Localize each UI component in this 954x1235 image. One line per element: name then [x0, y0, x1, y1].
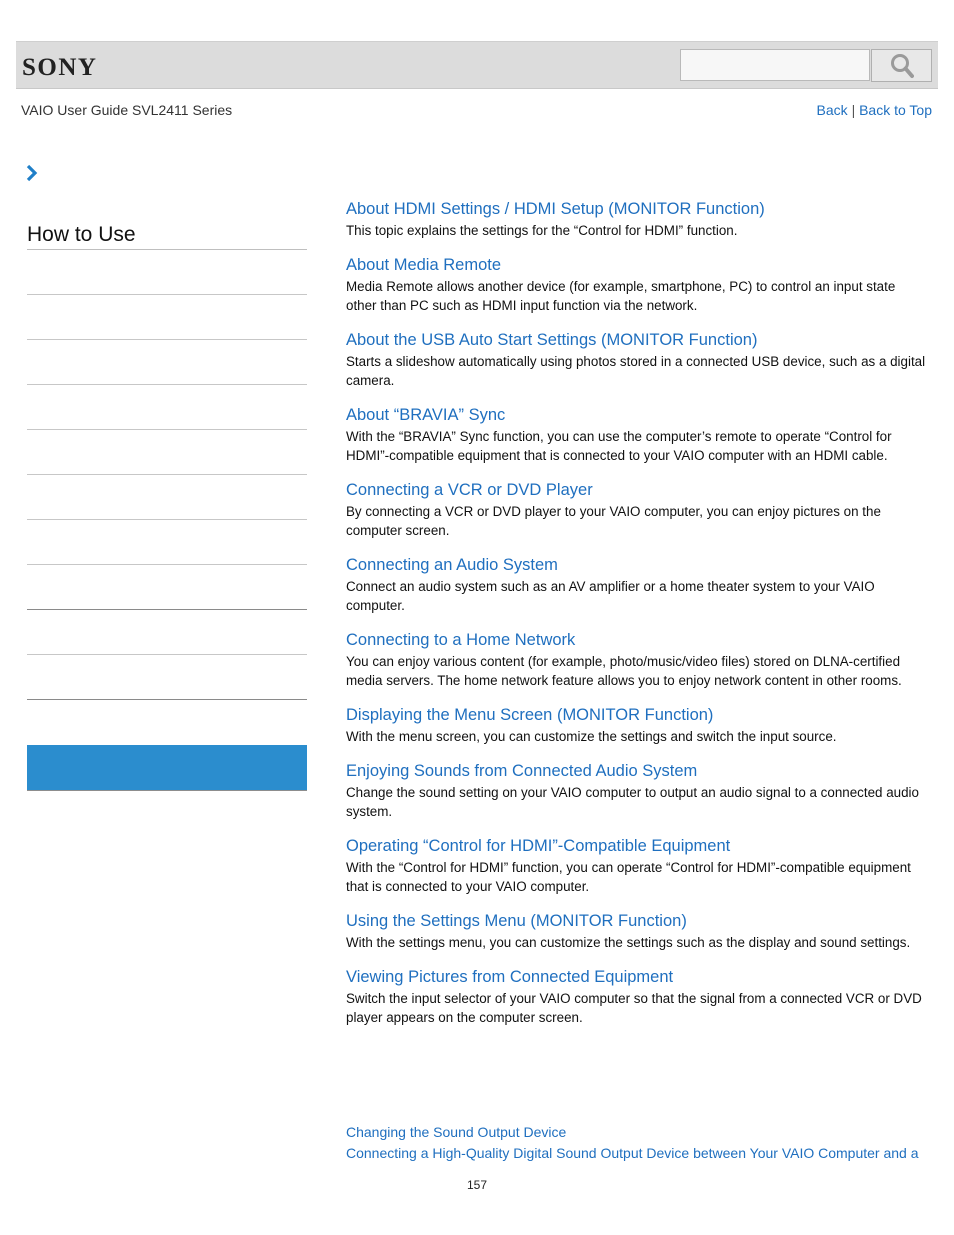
sidebar-item[interactable] — [27, 340, 307, 385]
back-to-top-link[interactable]: Back to Top — [859, 102, 932, 118]
topic — [346, 554, 928, 615]
sidebar-item[interactable] — [27, 295, 307, 340]
topic-description: Connect an audio system such as an AV amplifier or a home theater system to your VAIO computer. — [346, 579, 875, 613]
related-topics — [346, 1122, 946, 1164]
sidebar-item[interactable] — [27, 250, 307, 295]
nav-separator: | — [851, 102, 856, 118]
topic-link[interactable]: Using the Settings Menu (MONITOR Function) — [346, 912, 687, 930]
topic-description: Change the sound setting on your VAIO computer to output an audio signal to a connected audio system. — [346, 785, 919, 819]
topic-description: With the “Control for HDMI” function, you can operate “Control for HDMI”-compatible equipment that is connected to your VAIO computer. — [346, 860, 911, 894]
topic-description: Media Remote allows another device (for example, smartphone, PC) to control an input state other than PC such as HDMI input function via the network. — [346, 279, 896, 313]
topic-description: With the settings menu, you can customize the settings such as the display and sound settings. — [346, 935, 911, 950]
topic-link[interactable]: About HDMI Settings / HDMI Setup (MONITOR Function) — [346, 200, 765, 218]
topic-link[interactable]: About the USB Auto Start Settings (MONITOR Function) — [346, 331, 758, 349]
topic-description: This topic explains the settings for the “Control for HDMI” function. — [346, 223, 738, 238]
topic-description: With the “BRAVIA” Sync function, you can use the computer’s remote to operate “Control for HDMI”-compatible equipment that is connected to your VAIO computer with an HDMI cable. — [346, 429, 892, 463]
topic-description: With the menu screen, you can customize the settings and switch the input source. — [346, 729, 837, 744]
topic — [346, 404, 928, 465]
topic-link[interactable]: Operating “Control for HDMI”-Compatible Equipment — [346, 837, 731, 855]
topic — [346, 760, 928, 821]
topic — [346, 254, 928, 315]
sony-logo[interactable]: SONY — [22, 54, 98, 81]
sidebar-item[interactable] — [27, 475, 307, 520]
sidebar-item[interactable] — [27, 655, 307, 700]
sidebar-item[interactable] — [27, 385, 307, 430]
topic — [346, 910, 928, 952]
search-input[interactable] — [680, 49, 870, 81]
sidebar — [27, 221, 307, 791]
topic — [346, 479, 928, 540]
topic — [346, 704, 928, 746]
topic — [346, 329, 928, 390]
topic-list — [346, 198, 928, 1041]
topic — [346, 835, 928, 896]
topic — [346, 198, 928, 240]
sidebar-item[interactable] — [27, 430, 307, 475]
top-nav — [817, 102, 932, 118]
topic-link[interactable]: Connecting to a Home Network — [346, 631, 576, 649]
topic — [346, 629, 928, 690]
search-button[interactable] — [871, 49, 932, 82]
topic — [346, 966, 928, 1027]
magnifier-icon — [890, 53, 914, 79]
topic-link[interactable]: Connecting a VCR or DVD Player — [346, 481, 593, 499]
topic-link[interactable]: Viewing Pictures from Connected Equipment — [346, 968, 674, 986]
site-header — [16, 41, 938, 89]
topic-description: Switch the input selector of your VAIO computer so that the signal from a connected VCR or DVD player appears on the computer screen. — [346, 991, 922, 1025]
guide-title: VAIO User Guide SVL2411 Series — [21, 102, 233, 118]
sidebar-item-active[interactable] — [27, 745, 307, 791]
related-link[interactable]: Changing the Sound Output Device — [346, 1124, 567, 1140]
sidebar-item[interactable] — [27, 565, 307, 610]
topic-link[interactable]: Displaying the Menu Screen (MONITOR Function) — [346, 706, 714, 724]
breadcrumb-chevron-icon[interactable] — [25, 164, 39, 187]
topic-description: By connecting a VCR or DVD player to your VAIO computer, you can enjoy pictures on the computer screen. — [346, 504, 881, 538]
topic-description: Starts a slideshow automatically using photos stored in a connected USB device, such as a digital camera. — [346, 354, 926, 388]
topic-link[interactable]: About “BRAVIA” Sync — [346, 406, 506, 424]
topic-link[interactable]: Enjoying Sounds from Connected Audio System — [346, 762, 698, 780]
topic-link[interactable]: Connecting an Audio System — [346, 556, 558, 574]
sidebar-title: How to Use — [27, 221, 307, 250]
back-link[interactable]: Back — [816, 102, 848, 118]
topic-link[interactable]: About Media Remote — [346, 256, 502, 274]
topic-description: You can enjoy various content (for example, photo/music/video files) stored on DLNA-certified media servers. The home network feature allows you to enjoy network content in other rooms. — [346, 654, 902, 688]
sidebar-item[interactable] — [27, 520, 307, 565]
sidebar-item[interactable] — [27, 610, 307, 655]
related-link[interactable]: Connecting a High-Quality Digital Sound Output Device between Your VAIO Computer and a — [346, 1145, 919, 1161]
page-number: 157 — [467, 1178, 488, 1192]
